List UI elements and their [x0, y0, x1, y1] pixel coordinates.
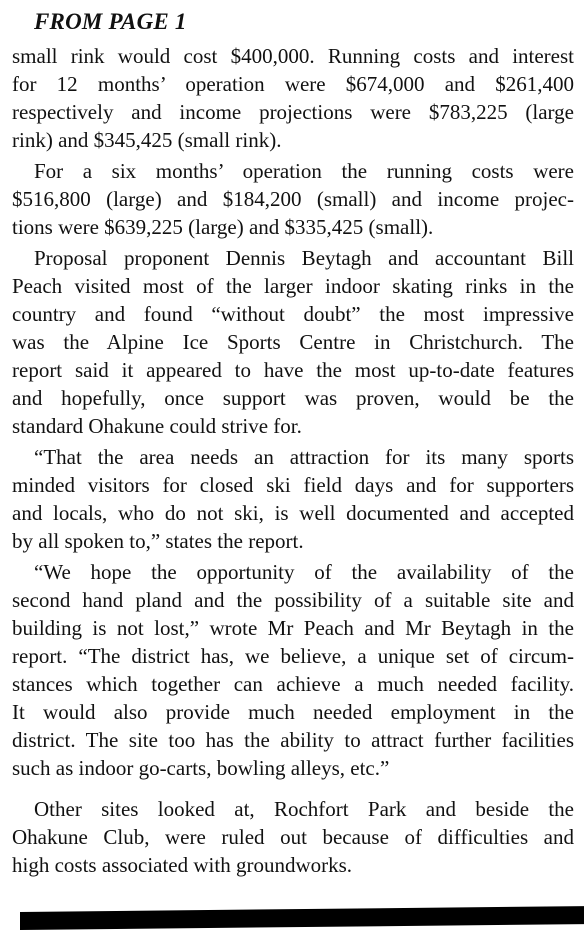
article-text-line: Proposal proponent Dennis Beytagh and accountant Bill	[34, 246, 574, 270]
article-text-line: country and found “without doubt” the most impressive	[12, 302, 574, 326]
article-text-line: for 12 months’ operation were $674,000 and $261,400	[12, 72, 574, 96]
article-text-line: Other sites looked at, Rochfort Park and beside the	[34, 797, 574, 821]
article-text-line: high costs associated with groundworks.	[12, 853, 353, 877]
article-text-line: second hand pland and the possibility of a suitable site and	[12, 588, 574, 612]
article-text-line: $516,800 (large) and $184,200 (small) and income projec-	[12, 187, 574, 211]
article-text-line: and locals, who do not ski, is well documented and accepted	[12, 501, 574, 525]
article-text-line: district. The site too has the ability to attract further facilities	[12, 728, 574, 752]
article-text-line: minded visitors for closed ski field days and for supporters	[12, 473, 574, 497]
article-text-line: Peach visited most of the larger indoor skating rinks in the	[12, 274, 574, 298]
jump-headline: FROM PAGE 1	[34, 9, 187, 34]
article-text-line: stances which together can achieve a much needed facility.	[12, 672, 574, 696]
article-text-line: standard Ohakune could strive for.	[12, 414, 302, 438]
article-text-line: was the Alpine Ice Sports Centre in Christchurch. The	[12, 330, 574, 354]
article-text-line: respectively and income projections were $783,225 (large	[12, 100, 574, 124]
article-text-line: Ohakune Club, were ruled out because of difficulties and	[12, 825, 574, 849]
article-text-line: rink) and $345,425 (small rink).	[12, 128, 282, 152]
article-text-line: report. “The district has, we believe, a unique set of circum-	[12, 644, 574, 668]
article-text-line: such as indoor go-carts, bowling alleys, etc.”	[12, 756, 390, 780]
bottom-rule-divider	[20, 906, 584, 930]
article-text-line: building is not lost,” wrote Mr Peach and Mr Beytagh in the	[12, 616, 574, 640]
article-text-line: and hopefully, once support was proven, would be the	[12, 386, 574, 410]
article-text-line: “We hope the opportunity of the availability of the	[34, 560, 574, 584]
article-text-line: report said it appeared to have the most up-to-date features	[12, 358, 574, 382]
article-text-line: by all spoken to,” states the report.	[12, 529, 304, 553]
article-text-line: It would also provide much needed employment in the	[12, 700, 574, 724]
article-text-line: small rink would cost $400,000. Running costs and interest	[12, 44, 574, 68]
article-text-line: tions were $639,225 (large) and $335,425 (small).	[12, 215, 434, 239]
article-text-line: For a six months’ operation the running costs were	[34, 159, 574, 183]
article-text-line: “That the area needs an attraction for its many sports	[34, 445, 574, 469]
